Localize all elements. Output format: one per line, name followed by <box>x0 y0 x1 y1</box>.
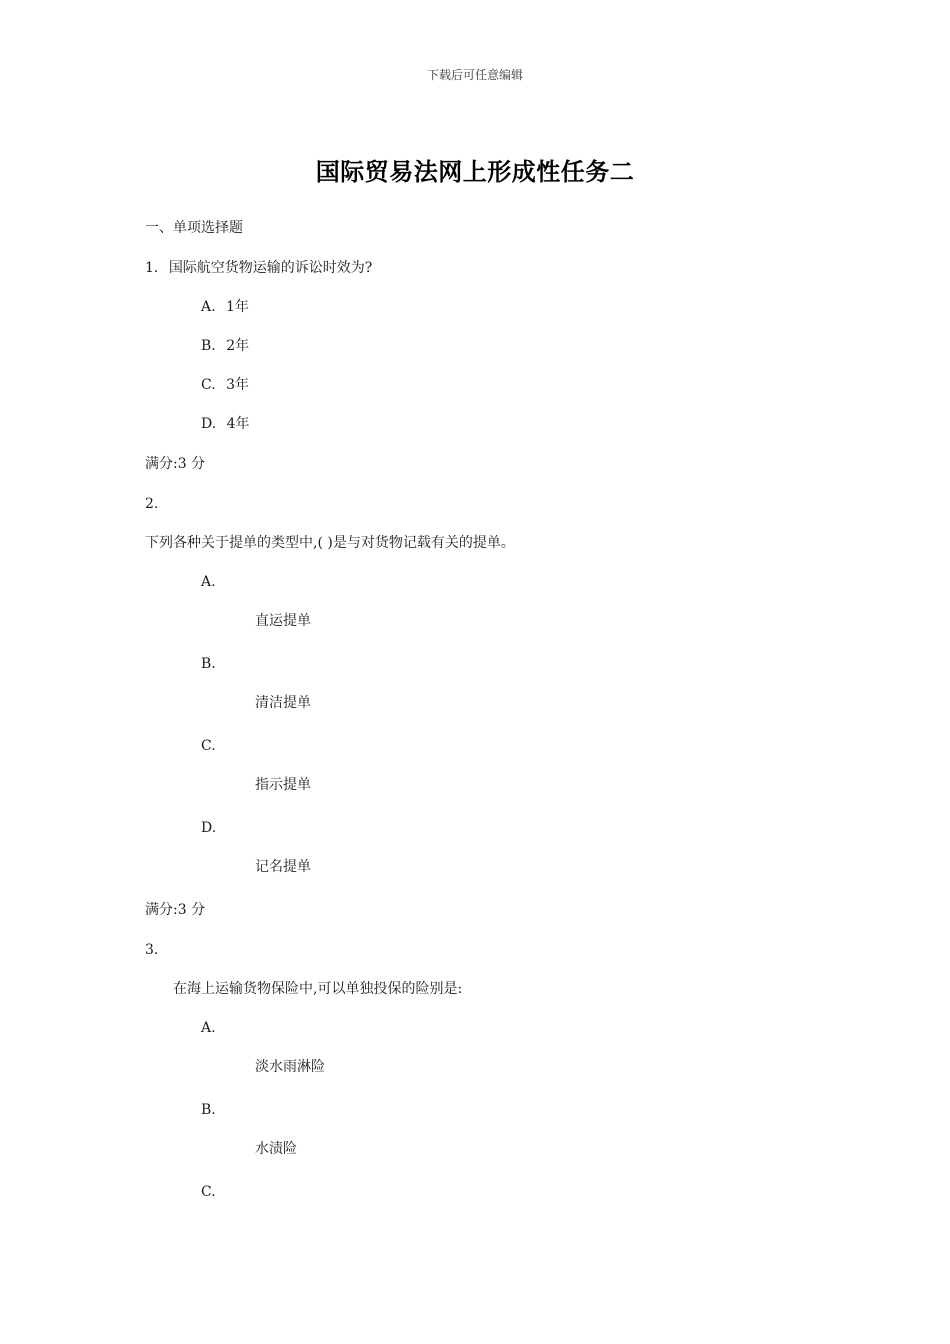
q1-option-d[interactable] <box>201 415 250 433</box>
q2-option-d-text[interactable]: 记名提单 <box>255 859 311 875</box>
question-3-number: 3. <box>145 942 159 958</box>
q1-option-c[interactable] <box>201 376 249 394</box>
q2-option-a-text[interactable]: 直运提单 <box>255 613 311 629</box>
question-2-number: 2. <box>145 496 159 512</box>
q2-option-d-label[interactable]: D. <box>201 820 217 836</box>
q3-option-a-text[interactable]: 淡水雨淋险 <box>255 1059 325 1075</box>
option-label: B. <box>201 338 216 354</box>
page-header: 下载后可任意编辑 <box>426 68 523 82</box>
q2-option-b-text[interactable]: 清洁提单 <box>255 695 311 711</box>
q1-option-b[interactable] <box>201 337 249 355</box>
question-1 <box>145 259 372 277</box>
q2-option-c-text[interactable]: 指示提单 <box>255 777 311 793</box>
option-label: D. <box>201 416 217 432</box>
q2-option-a-label[interactable]: A. <box>201 574 216 590</box>
option-text: 3年 <box>226 377 250 393</box>
option-label: A. <box>201 299 216 315</box>
question-3-text: 在海上运输货物保险中,可以单独投保的险别是: <box>173 981 463 997</box>
question-text: 国际航空货物运输的诉讼时效为? <box>168 260 373 276</box>
q3-option-a-label[interactable]: A. <box>201 1020 216 1036</box>
q1-score: 满分:3 分 <box>145 456 206 472</box>
q3-option-b-text[interactable]: 水渍险 <box>255 1141 297 1157</box>
option-text: 2年 <box>226 338 250 354</box>
q2-option-c-label[interactable]: C. <box>201 738 216 754</box>
q1-option-a[interactable] <box>201 298 249 316</box>
q2-option-b-label[interactable]: B. <box>201 656 216 672</box>
option-label: C. <box>201 377 216 393</box>
document-title: 国际贸易法网上形成性任务二 <box>315 158 635 186</box>
option-text: 4年 <box>226 416 250 432</box>
question-2-text: 下列各种关于提单的类型中,( )是与对货物记载有关的提单。 <box>145 535 515 551</box>
q2-score: 满分:3 分 <box>145 902 206 918</box>
question-number: 1. <box>145 260 159 276</box>
section-heading: 一、单项选择题 <box>145 220 243 236</box>
q3-option-b-label[interactable]: B. <box>201 1102 216 1118</box>
q3-option-c-label[interactable]: C. <box>201 1184 216 1200</box>
option-text: 1年 <box>226 299 249 315</box>
